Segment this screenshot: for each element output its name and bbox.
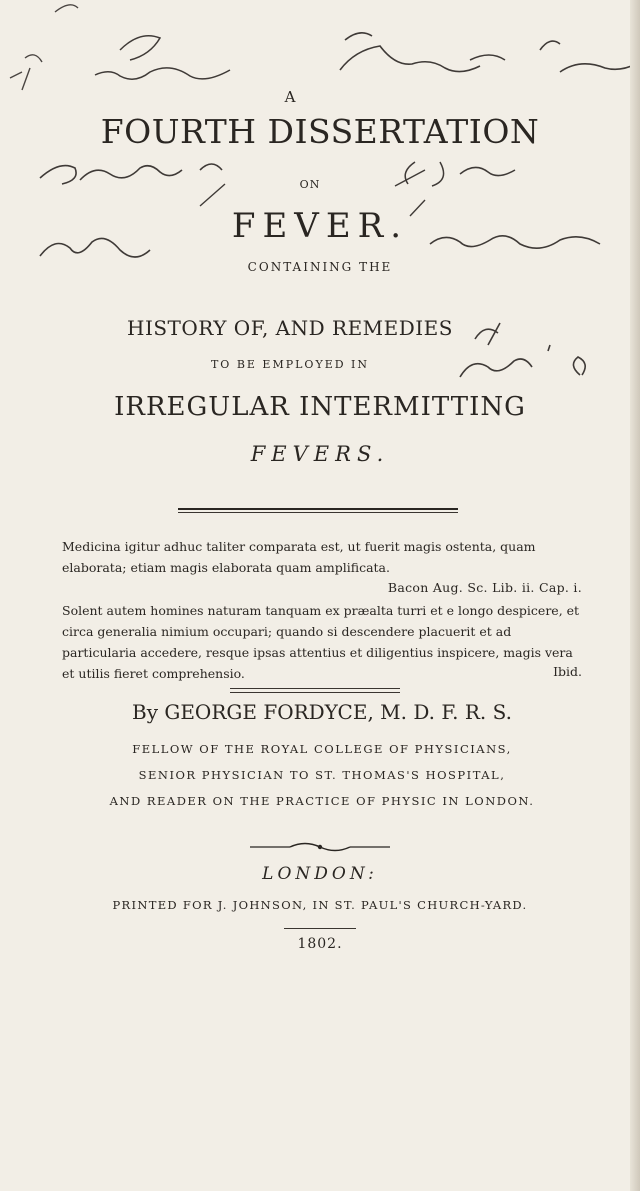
- page-edge-shadow: [630, 0, 640, 1191]
- author-credential-3: AND READER ON THE PRACTICE OF PHYSIC IN LONDON.: [109, 794, 535, 808]
- containing-label: CONTAINING THE: [247, 260, 393, 274]
- author-credential-2: SENIOR PHYSICIAN TO ST. THOMAS'S HOSPITAL,: [138, 768, 506, 782]
- fever-heading: FEVER.: [231, 206, 409, 246]
- page-title: FOURTH DISSERTATION: [100, 112, 540, 151]
- half-title-letter: A: [284, 88, 296, 106]
- epigraph-paragraph-2: Solent autem homines naturam tanquam ex præalta turri et e longo despicere, et circa generalia nimium occupari; quando si descendere placuerit et ad particularia accedere, resque ipsas attentius et diligentius inspicere, magis vera et utilis fieret comprehensio.: [62, 603, 580, 681]
- double-rule-upper: [230, 688, 400, 689]
- imprint-printer: PRINTED FOR J. JOHNSON, IN ST. PAUL'S CHURCH-YARD.: [112, 898, 528, 912]
- fevers-line: FEVERS.: [250, 442, 390, 466]
- epigraph-attribution-1: Bacon Aug. Sc. Lib. ii. Cap. i.: [387, 580, 582, 595]
- printer-ornament: [250, 840, 390, 854]
- epigraph-attribution-2: Ibid.: [553, 664, 582, 679]
- imprint-year: 1802.: [297, 936, 343, 952]
- author-byline: By GEORGE FORDYCE, M. D. F. R. S.: [132, 700, 512, 724]
- handwritten-annotation-top: [0, 0, 640, 130]
- on-label: ON: [299, 178, 321, 191]
- irregular-line: IRREGULAR INTERMITTING: [114, 392, 526, 422]
- decorative-rule-top: [178, 508, 458, 510]
- decorative-rule-top-thin: [178, 512, 458, 513]
- imprint-rule: [284, 928, 356, 929]
- handwritten-annotation-history: [440, 305, 640, 385]
- epigraph-paragraph-1: Medicina igitur adhuc taliter comparata est, ut fuerit magis ostenta, quam elaborata; etiam magis elaborata quam amplificata.: [62, 539, 536, 575]
- author-credential-1: FELLOW OF THE ROYAL COLLEGE OF PHYSICIANS,: [132, 742, 512, 756]
- history-line: HISTORY OF, AND REMEDIES: [127, 316, 453, 340]
- imprint-city: LONDON:: [262, 864, 378, 884]
- double-rule-lower: [230, 692, 400, 693]
- employed-label: TO BE EMPLOYED IN: [210, 358, 370, 371]
